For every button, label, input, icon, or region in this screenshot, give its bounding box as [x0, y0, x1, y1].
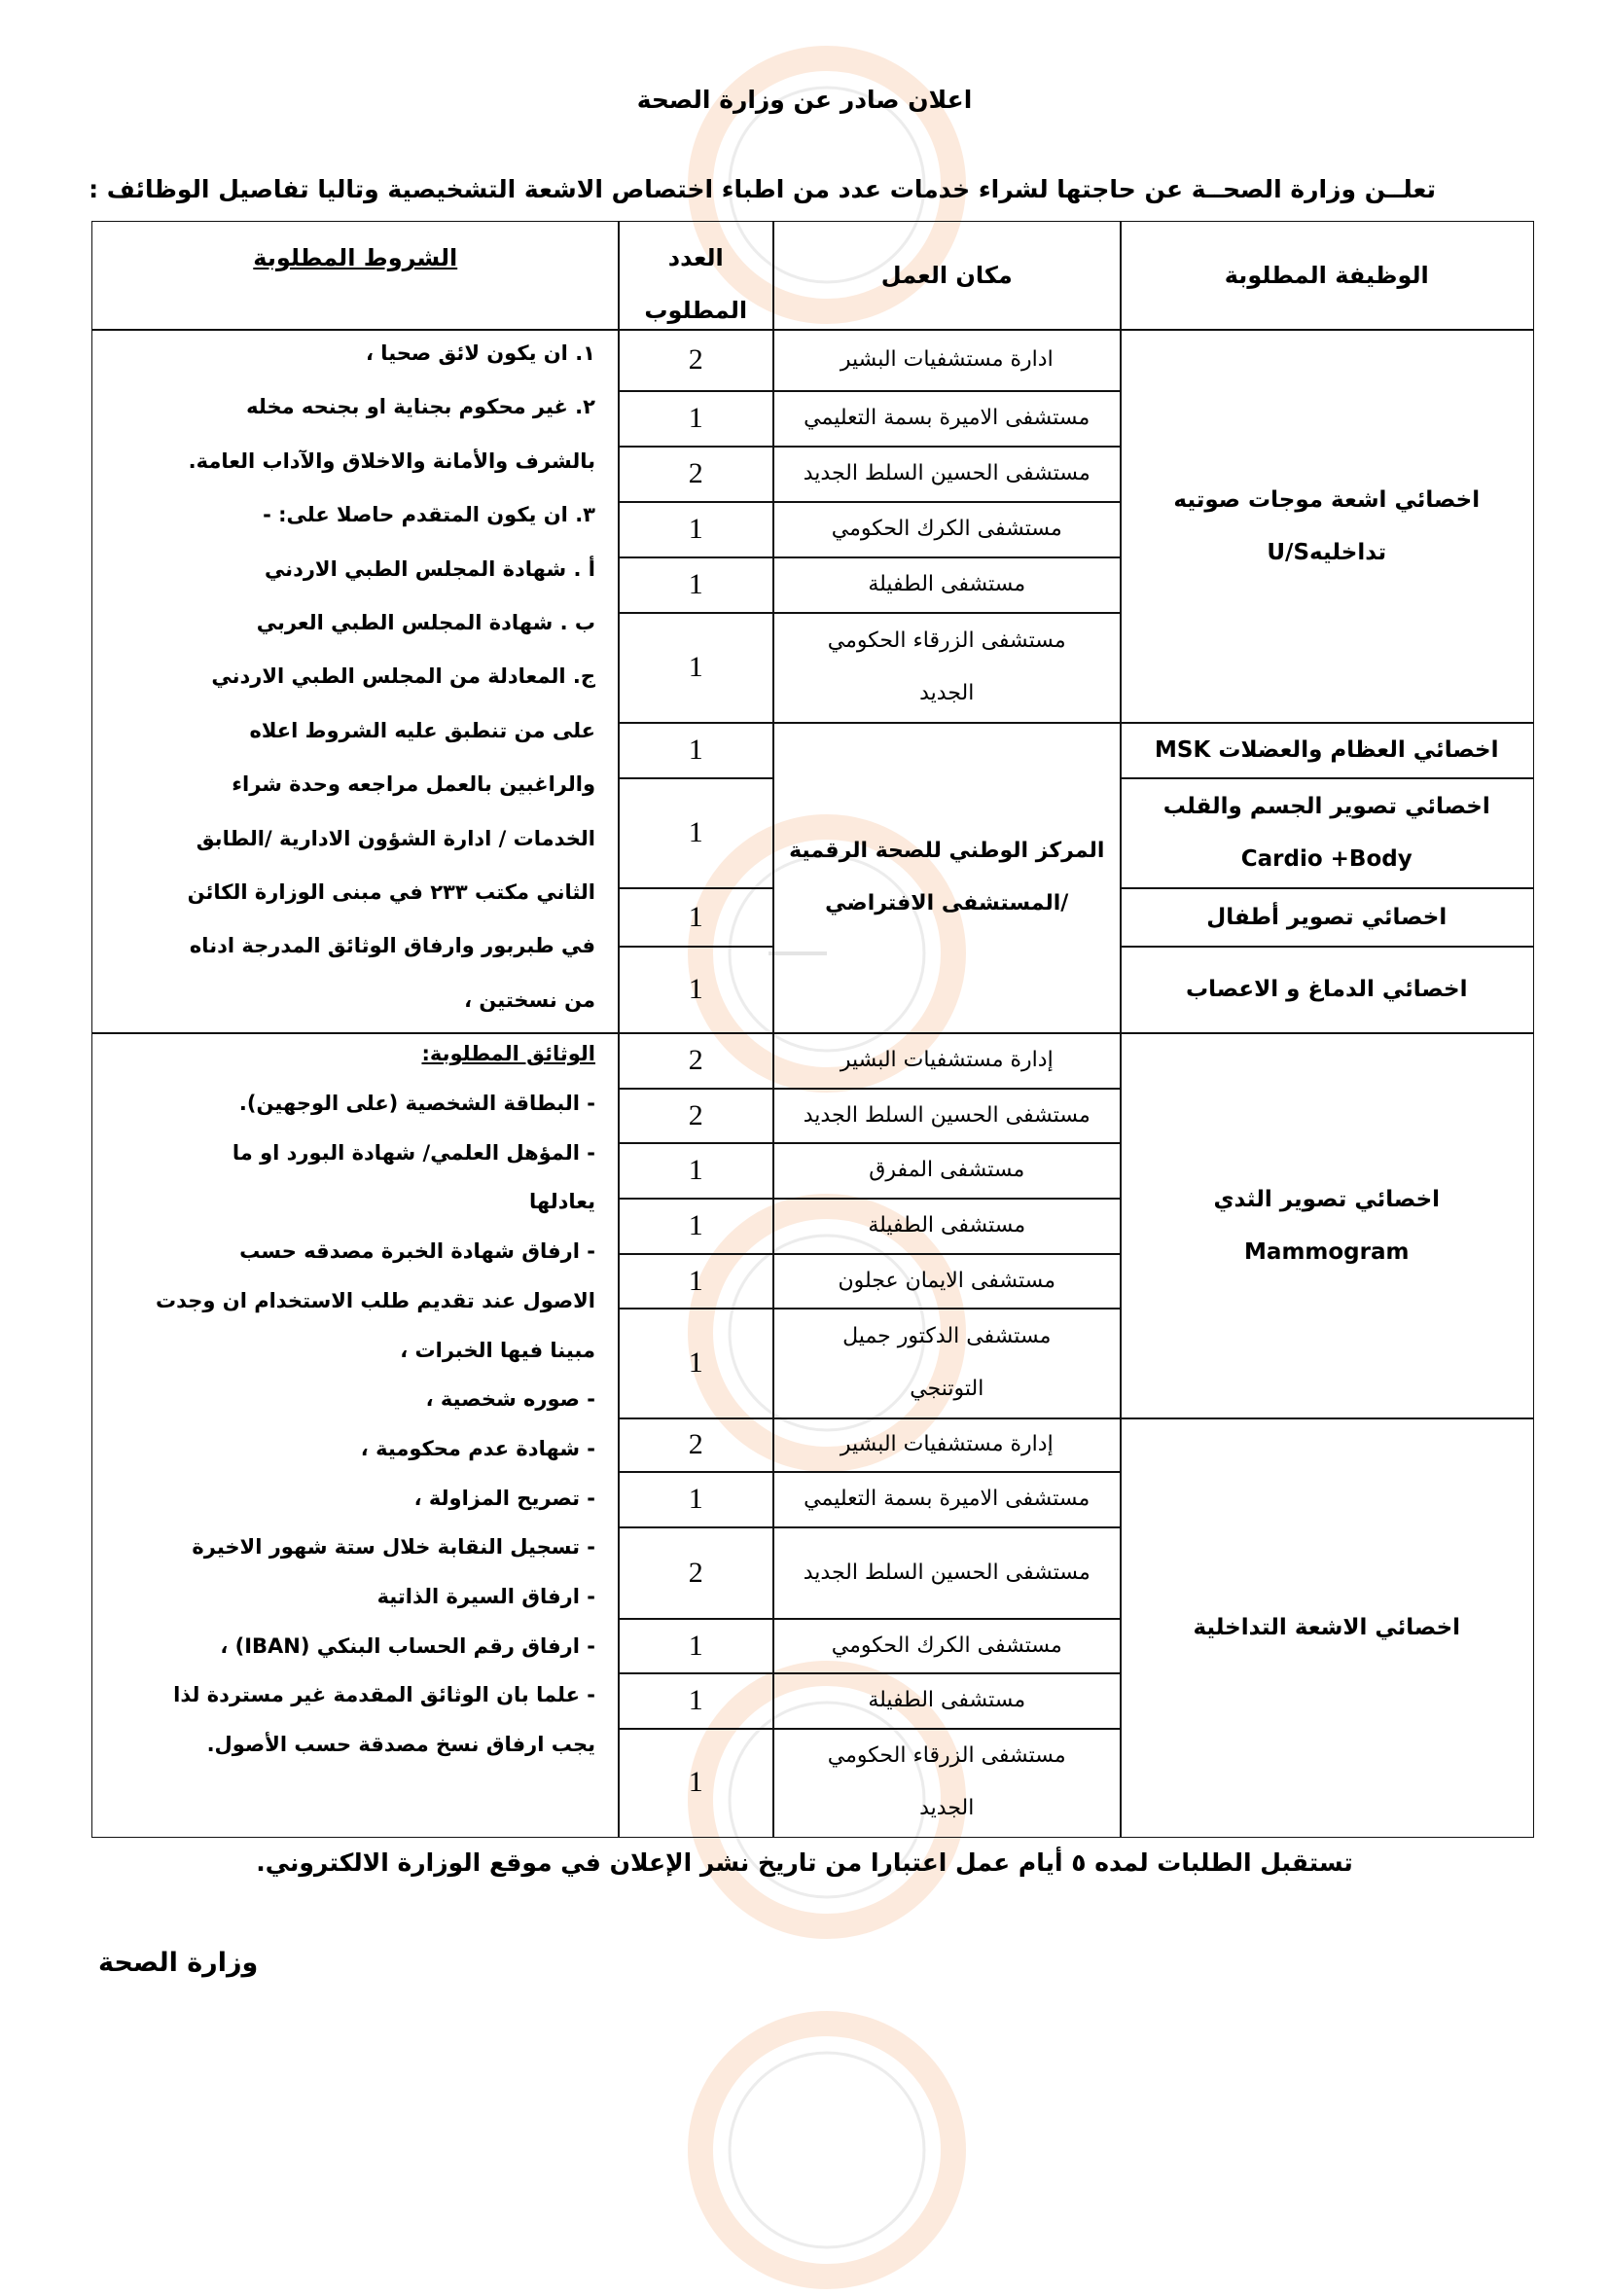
workplace-cell: مستشفى الزرقاء الحكومي الجديد: [772, 612, 1122, 724]
workplace-cell: إدارة مستشفيات البشير: [772, 1417, 1122, 1473]
count-cell: 1: [618, 1142, 774, 1200]
workplace-cell: مستشفى الكرك الحكومي: [772, 501, 1122, 558]
condition-line: الثاني مكتب ٢٣٣ في مبنى الوزارة الكائن: [187, 880, 595, 904]
count-cell: 1: [618, 1728, 774, 1838]
workplace-cell: المركز الوطني للصحة الرقمية /المستشفى الافتراضي: [772, 722, 1122, 1034]
workplace-cell: مستشفى الكرك الحكومي: [772, 1618, 1122, 1674]
announcement-intro: تعلــن وزارة الصحــة عن حاجتها لشراء خدمات عدد من اطباء اختصاص الاشعة التشخيصية وتاليا تفاصيل الوظائف :: [89, 175, 1436, 203]
workplace-cell: مستشفى الحسين السلط الجديد: [772, 446, 1122, 503]
signature: وزارة الصحة: [98, 1948, 259, 1978]
watermark-logo: [681, 2004, 973, 2296]
condition-line: الخدمات / ادارة الشؤون الادارية /الطابق: [196, 826, 595, 850]
workplace-cell: مستشفى الزرقاء الحكومي الجديد: [772, 1728, 1122, 1838]
job-title-cell: اخصائي تصوير أطفال: [1120, 887, 1534, 948]
document-line: - تصريح المزاولة ،: [413, 1486, 595, 1510]
document-line: - البطاقة الشخصية (على الوجهين).: [238, 1092, 595, 1115]
applications-deadline-note: تستقبل الطلبات لمده ٥ أيام عمل اعتبارا من تاريخ نشر الإعلان في موقع الوزارة الالكتروني.: [256, 1848, 1353, 1877]
condition-line: أ . شهادة المجلس الطبي الاردني: [264, 556, 595, 581]
document-line: - علما بان الوثائق المقدمة غير مستردة لذا: [173, 1683, 595, 1707]
document-line: - ارفاق شهادة الخبرة مصدقه حسب: [239, 1239, 595, 1264]
documents-title: الوثائق المطلوبة:: [421, 1042, 595, 1065]
workplace-cell: مستشفى الدكتور جميل التوتنجي: [772, 1308, 1122, 1419]
condition-line: ٣. ان يكون المتقدم حاصلا على: -: [263, 503, 595, 527]
count-cell: 1: [618, 946, 774, 1034]
announcement-title: اعلان صادر عن وزارة الصحة: [636, 86, 973, 114]
document-line: مبينا فيها الخبرات ،: [400, 1338, 595, 1362]
job-title-cell: اخصائي تصوير الثدي Mammogram: [1120, 1032, 1534, 1419]
count-cell: 1: [618, 1471, 774, 1528]
count-cell: 1: [618, 1198, 774, 1255]
count-cell: 2: [618, 1032, 774, 1090]
condition-line: ١. ان يكون لائق صحيا ،: [366, 341, 595, 365]
document-line: - ارفاق السيرة الذاتية: [376, 1585, 595, 1608]
job-title-cell: اخصائي تصوير الجسم والقلب Cardio +Body: [1120, 777, 1534, 889]
document-line: يجب ارفاق نسخ مصدقة حسب الأصول.: [206, 1733, 595, 1757]
job-title-cell: اخصائي الاشعة التداخلية: [1120, 1417, 1534, 1838]
count-cell: 2: [618, 446, 774, 503]
count-cell: 1: [618, 777, 774, 889]
count-cell: 1: [618, 722, 774, 779]
document-line: يعادلها: [528, 1190, 595, 1214]
header-count: العدد المطلوب: [618, 221, 774, 331]
count-cell: 2: [618, 1526, 774, 1620]
workplace-cell: مستشفى الحسين السلط الجديد: [772, 1088, 1122, 1144]
workplace-cell: مستشفى الطفيلة: [772, 1198, 1122, 1255]
header-place: مكان العمل: [772, 221, 1122, 331]
count-cell: 1: [618, 887, 774, 948]
job-title-cell: اخصائي الدماغ و الاعصاب: [1120, 946, 1534, 1034]
count-cell: 1: [618, 1253, 774, 1309]
job-title-cell: اخصائي اشعة موجات صوتيه تداخليهU/S: [1120, 329, 1534, 724]
workplace-cell: ادارة مستشفيات البشير: [772, 329, 1122, 392]
document-line: - شهادة عدم محكومية ،: [360, 1436, 595, 1460]
condition-line: على من تنطبق عليه الشروط اعلاه: [249, 718, 595, 742]
count-cell: 1: [618, 1618, 774, 1674]
document-line: الاصول عند تقديم طلب الاستخدام ان وجدت: [156, 1288, 595, 1312]
workplace-cell: مستشفى الاميرة بسمة التعليمي: [772, 390, 1122, 448]
workplace-cell: مستشفى الحسين السلط الجديد: [772, 1526, 1122, 1620]
document-line: - تسجيل النقابة خلال ستة شهور الاخيرة: [192, 1535, 595, 1560]
condition-line: في طبربور وارفاق الوثائق المدرجة ادناه: [189, 934, 595, 958]
workplace-cell: مستشفى الطفيلة: [772, 1672, 1122, 1730]
workplace-cell: مستشفى المفرق: [772, 1142, 1122, 1200]
workplace-cell: إدارة مستشفيات البشير: [772, 1032, 1122, 1090]
count-cell: 1: [618, 1308, 774, 1419]
count-cell: 1: [618, 556, 774, 614]
document-line: - المؤهل العلمي/ شهادة البورد او ما: [232, 1140, 595, 1165]
document-line: - ارفاق رقم الحساب البنكي (IBAN) ،: [220, 1633, 595, 1658]
count-cell: 1: [618, 1672, 774, 1730]
count-cell: 1: [618, 501, 774, 558]
condition-line: ٢. غير محكوم بجناية او بجنحه مخله: [246, 395, 595, 419]
count-cell: 2: [618, 1088, 774, 1144]
header-job: الوظيفة المطلوبة: [1120, 221, 1534, 331]
count-cell: 2: [618, 1417, 774, 1473]
workplace-cell: مستشفى الطفيلة: [772, 556, 1122, 614]
count-cell: 1: [618, 612, 774, 724]
job-title-cell: اخصائي العظام والعضلات MSK: [1120, 722, 1534, 779]
condition-line: والراغبين بالعمل مراجعه وحدة شراء: [232, 772, 595, 797]
header-conditions: الشروط المطلوبة: [91, 221, 620, 331]
count-cell: 1: [618, 390, 774, 448]
workplace-cell: مستشفى الايمان عجلون: [772, 1253, 1122, 1309]
condition-line: من نسختين ،: [464, 987, 595, 1012]
condition-line: ج. المعادلة من المجلس الطبي الاردني: [211, 664, 595, 689]
document-line: - صوره شخصية ،: [425, 1387, 595, 1412]
workplace-cell: مستشفى الاميرة بسمة التعليمي: [772, 1471, 1122, 1528]
count-cell: 2: [618, 329, 774, 392]
condition-line: بالشرف والأمانة والاخلاق والآداب العامة.: [188, 448, 595, 473]
condition-line: ب . شهادة المجلس الطبي العربي: [256, 611, 595, 634]
